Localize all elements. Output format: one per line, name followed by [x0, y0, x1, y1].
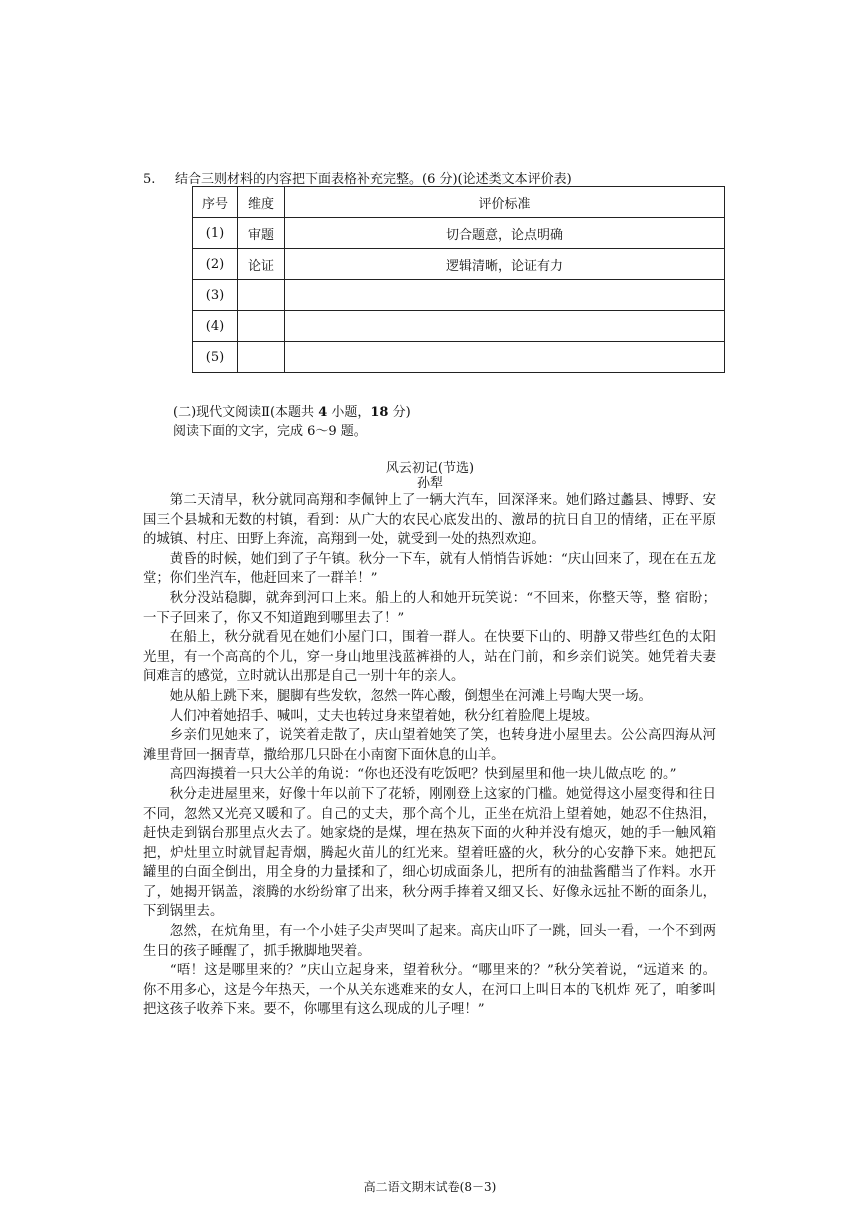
row-standard	[285, 311, 725, 342]
article-body	[143, 491, 716, 1020]
row-dimension	[238, 311, 285, 342]
section-instruction: 阅读下面的文字，完成 6～9 题。	[173, 424, 367, 439]
row-standard	[285, 280, 725, 311]
evaluation-table	[192, 186, 725, 373]
page-footer: 高二语文期末试卷(8－3)	[363, 1180, 497, 1194]
header-cell: 评价标准	[285, 187, 725, 218]
paragraph: 乡亲们见她来了，说笑着走散了，庆山望着她笑了笑，也转身进小屋里去。公公高四海从河滩里背回一捆青草，撒给那几只卧在小南窗下面休息的山羊。	[143, 728, 716, 763]
table-row	[193, 218, 725, 249]
table-row	[193, 311, 725, 342]
section-mid: 小题，	[327, 405, 371, 420]
table-row	[193, 249, 725, 280]
row-id: (2)	[193, 249, 238, 280]
row-id: (5)	[193, 342, 238, 373]
row-standard	[285, 342, 725, 373]
paragraph: 人们冲着她招手、喊叫，丈夫也转过身来望着她，秋分红着脸爬上堤坡。	[169, 708, 599, 724]
row-dimension	[238, 280, 285, 311]
article-author: 孙犁	[416, 476, 443, 491]
paragraph: 秋分走进屋里来，好像十年以前下了花轿，刚刚登上这家的门槛。她觉得这小屋变得和往日不同，忽然又光亮又暖和了。自己的丈夫，那个高个儿，正坐在炕沿上望着她，她忍不住热泪，赶快走到锅台那里点火去了。她家烧的是煤，埋在热灰下面的火种并没有熄灭，她的手一触风箱把，炉灶里立时就冒起青烟，腾起火苗儿的红光来。望着旺盛的火，秋分的心安静下来。她把瓦罐里的白面全倒出，用全身的力量揉和了，细心切成面条儿，把所有的油盐酱醋当了作料。水开了，她揭开锅盖，滚腾的水纷纷窜了出来，秋分两手捧着又细又长、好像永远扯不断的面条儿，下到锅里去。	[143, 786, 716, 920]
section-prefix: (二)现代文阅读Ⅱ(本题共	[173, 405, 319, 420]
paragraph: 忽然，在炕角里，有一个小娃子尖声哭叫了起来。高庆山吓了一跳，回头一看，一个不到两生日的孩子睡醒了，抓手揪脚地哭着。	[143, 924, 716, 959]
section-suffix: 分)	[388, 405, 411, 420]
paragraph: 黄昏的时候，她们到了子午镇。秋分一下车，就有人悄悄告诉她：“庆山回来了，现在在五龙堂；你们坐汽车，他赶回来了一群羊！”	[143, 551, 716, 587]
section-count: 4	[318, 405, 328, 420]
paragraph: 在船上，秋分就看见在她们小屋门口，围着一群人。在快要下山的、明静又带些红色的太阳光里，有一个高高的个儿，穿一身山地里浅蓝裤褂的人，站在门前，和乡亲们说笑。她凭着夫妻间难言的感觉，立时就认出那是自己一别十年的亲人。	[143, 630, 716, 685]
question-number: 5.	[143, 172, 156, 187]
row-id: (4)	[193, 311, 238, 342]
paragraph: 高四海摸着一只大公羊的角说：“你也还没有吃饭吧？快到屋里和他一块儿做点吃 的。”	[169, 767, 677, 783]
header-cell: 序号	[193, 187, 238, 218]
row-standard: 切合题意，论点明确	[285, 218, 725, 249]
row-standard: 逻辑清晰，论证有力	[285, 249, 725, 280]
section-score: 18	[370, 405, 389, 420]
table-row	[193, 342, 725, 373]
row-dimension: 审题	[238, 218, 285, 249]
paragraph: “唔！这是哪里来的？”庆山立起身来，望着秋分。“哪里来的？”秋分笑着说，“远道来 的。你不用多心，这是今年热天，一个从关东逃难来的女人，在河口上叫日本的飞机炸 死了，咱爹叫把这孩子收养下来。要不，你哪里有这么现成的儿子哩！”	[143, 963, 716, 1018]
row-dimension	[238, 342, 285, 373]
paragraph: 第二天清早，秋分就同高翔和李佩钟上了一辆大汽车，回深泽来。她们路过蠡县、博野、安国三个县城和无数的村镇，看到：从广大的农民心底发出的、激昂的抗日自卫的情绪，正在平原的城镇、村庄、田野上奔流，高翔到一处，就受到一处的热烈欢迎。	[143, 493, 716, 548]
table-row	[193, 280, 725, 311]
paragraph: 秋分没站稳脚，就奔到河口上来。船上的人和她开玩笑说：“不回来，你整天等，整 宿盼；一下子回来了，你又不知道跑到哪里去了！”	[143, 590, 716, 626]
row-id: (1)	[193, 218, 238, 249]
question-5	[143, 168, 572, 187]
row-dimension: 论证	[238, 249, 285, 280]
header-cell: 维度	[238, 187, 285, 218]
question-text: 结合三则材料的内容把下面表格补充完整。(6 分)(论述类文本评价表)	[175, 172, 572, 187]
table-header-row	[193, 187, 725, 218]
paragraph: 她从船上跳下来，腿脚有些发软，忽然一阵心酸，倒想坐在河滩上号啕大哭一场。	[169, 688, 652, 704]
article-title: 风云初记(节选)	[385, 461, 475, 476]
section-heading	[173, 401, 411, 420]
row-id: (3)	[193, 280, 238, 311]
